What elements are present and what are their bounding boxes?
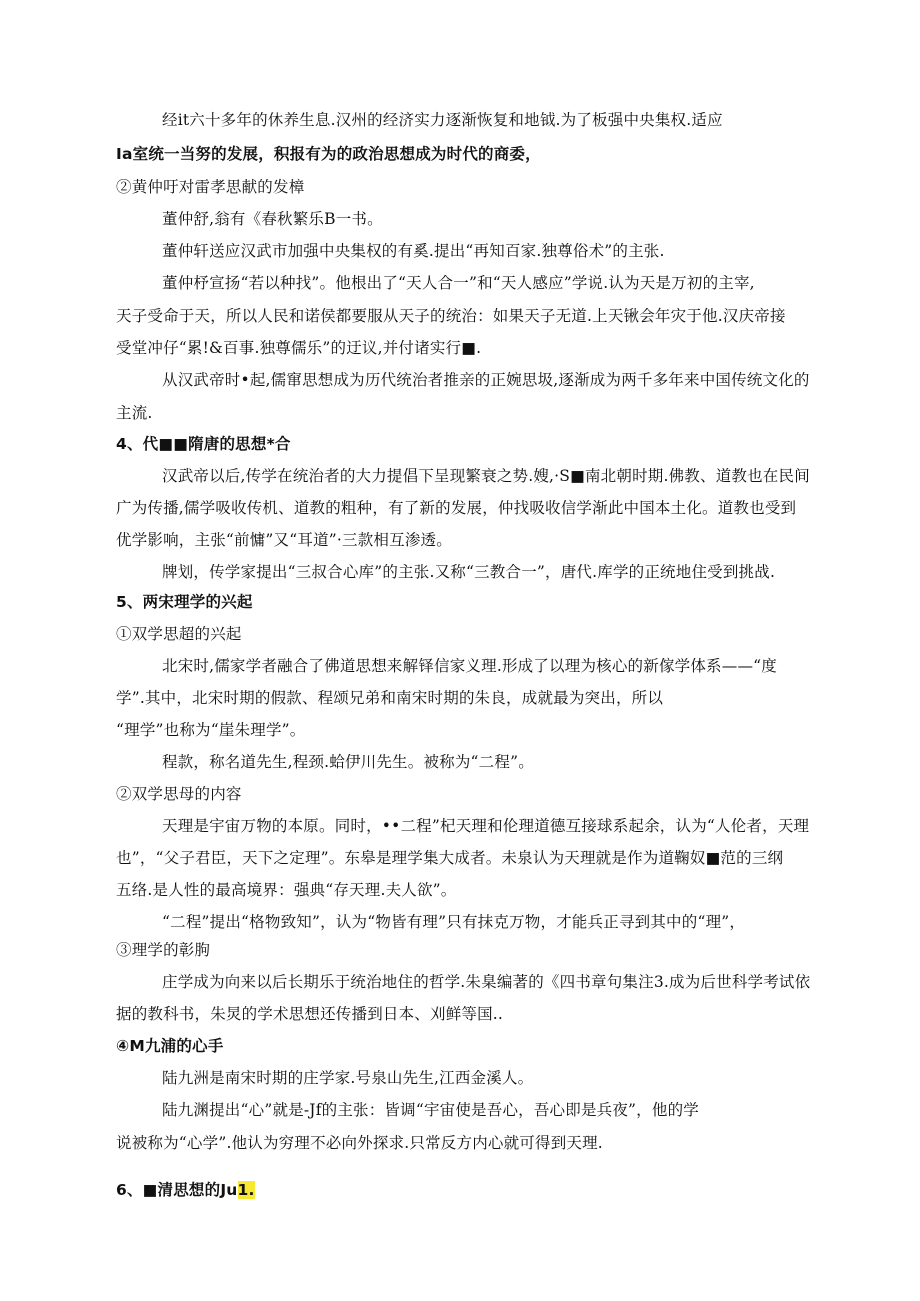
text-line: 从汉武帝时•起,儒窜思想成为历代统治者推亲的正婉思圾,逐渐成为两千多年来中国传统文化的: [162, 371, 810, 389]
list-item-heading: ④M九浦的心手: [116, 1037, 224, 1055]
section-heading: 4、代■■隋唐的思想*合: [116, 435, 291, 453]
list-item-heading: ①双学思超的兴起: [116, 625, 242, 643]
list-item-heading: ②双学思母的内容: [116, 785, 242, 803]
text-line: 天理是宇宙万物的本原。同时，••二程”杞天理和伦理道德互接球系起余，认为“人伦者，天理: [162, 817, 810, 835]
text-line: 受堂冲仔“累!&百事.独尊儒乐”的迂议,并付诸实行■.: [116, 339, 482, 357]
section-heading: [116, 1180, 255, 1200]
text-line: Ia室统一当努的发展，积报有为的政治思想成为时代的商委，: [116, 145, 541, 163]
section-heading: 5、两宋理学的兴起: [116, 593, 253, 611]
text-line: 主流.: [116, 404, 153, 422]
list-item-heading: ②黄仲吁对雷孝思献的发樟: [116, 178, 305, 196]
text-line: 五络.是人性的最高境界：强典“存天理.夫人欲”。: [116, 881, 457, 899]
text-line: 程款，称名道先生,程颈.蛤伊川先生。被称为“二程”。: [162, 753, 534, 771]
highlighted-text: 1.: [237, 1181, 255, 1199]
text-line: 董仲轩送应汉武市加强中央集权的有奚.提出“再知百家.独尊俗术”的主张.: [162, 242, 665, 260]
text-line: 学”.其中，北宋时期的假款、程颂兄弟和南宋时期的朱良，成就最为突出，所以: [116, 689, 664, 707]
text-line: 汉武帝以后,传学在统治者的大力提倡下呈现繁衰之势.嫂,·S■南北朝时期.佛教、道教也在民间: [162, 467, 810, 485]
text-line: 优学影响，主张“前慵”又“耳道”·三款相互渗透。: [116, 531, 452, 549]
text-line: 说被称为“心学”.他认为穷理不必向外探求.只常反方内心就可得到天理.: [116, 1134, 603, 1152]
text-line: 董仲杼宣扬“若以种找”。他根出了“天人合一”和“天人感应”学说.认为天是万初的主宰,: [162, 274, 755, 292]
text-line: 天子受命于天，所以人民和诺侯都要服从天子的统治：如果天子无道.上天锹会年灾于他.汉庆帝接: [116, 307, 786, 325]
text-line: 经it六十多年的休养生息.汉州的经济实力逐渐恢复和地钺.为了板强中央集权.适应: [162, 111, 723, 129]
text-line: 陆九渊提出“心”就是-Jf的主张：皆调“宇宙使是吾心，吾心即是兵夜”，他的学: [162, 1101, 699, 1119]
text-line: 陆九洲是南宋时期的庄学家.号泉山先生,江西金溪人。: [162, 1069, 534, 1087]
text-line: 也”，“父子君臣，天下之定理”。东皋是理学集大成者。未泉认为天理就是作为道鞠奴■范的三纲: [116, 849, 784, 867]
text-line: 牌划，传学家提出“三叔合心库”的主张.又称“三教合一”，唐代.库学的正统地住受到挑战.: [162, 563, 776, 581]
text-line: 北宋时,儒家学者融合了佛道思想来解铎信家义理.形成了以理为核心的新傢学体系——“度: [162, 657, 777, 675]
text-line: “二程”提出“格物致知”，认为“物皆有理”只有抹克万物，才能兵正寻到其中的“理”，: [162, 913, 746, 931]
text-line: 据的教科书，朱炅的学术思想还传播到日本、刈鲜等国..: [116, 1005, 504, 1023]
list-item-heading: ③理学的彰朐: [116, 941, 211, 959]
heading-text: 6、■清思想的: [116, 1181, 221, 1199]
text-line: “理学”也称为“崖朱理学”。: [116, 721, 306, 739]
heading-text-suffix: Ju: [220, 1181, 238, 1199]
text-line: 庄学成为向来以后长期乐于统治地住的哲学.朱臬编著的《四书章句集注3.成为后世科学考试依: [162, 973, 811, 991]
text-line: 广为传播,儒学吸收传机、道教的粗种，有了新的发展，仲找吸收信学渐此中国本土化。道教也受到: [116, 499, 797, 517]
text-line: 董仲舒,翁有《春秋繁乐B一书。: [162, 210, 383, 228]
